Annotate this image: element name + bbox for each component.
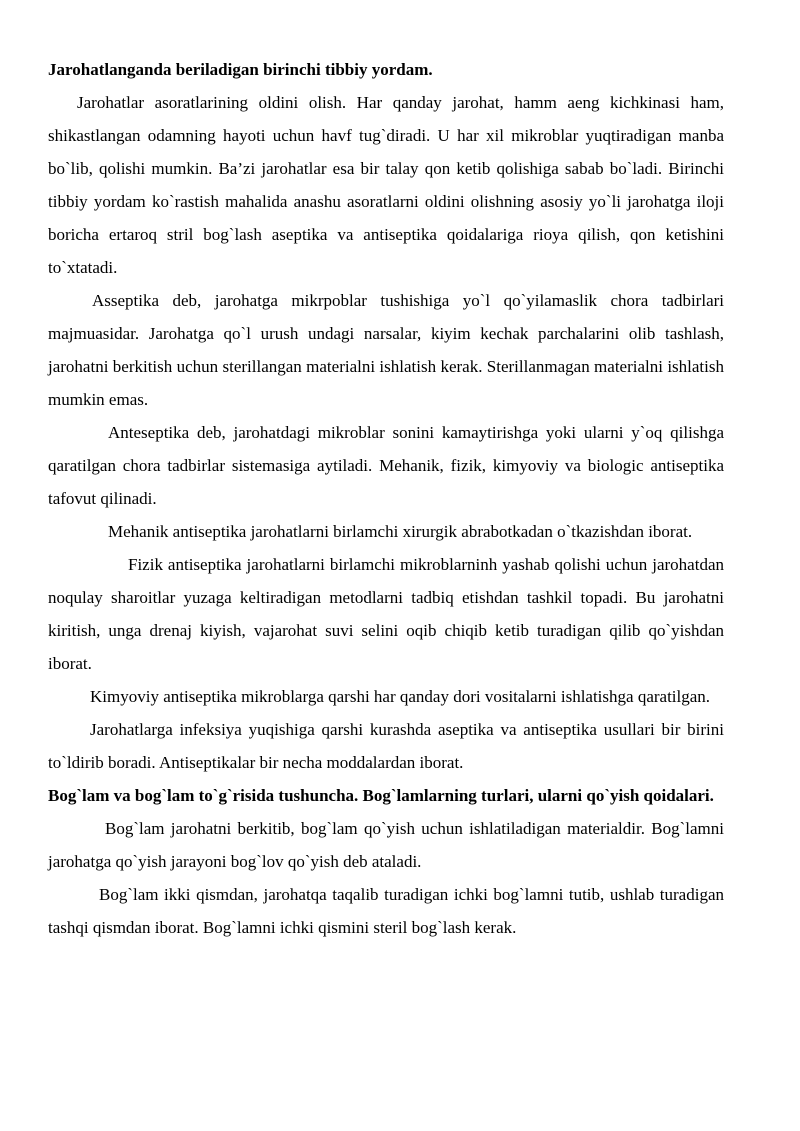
paragraph-bandage-definition: Bog`lam jarohatni berkitib, bog`lam qo`yish uchun ishlatiladigan materialdir. Bog`lamni jarohatga qo`yish jarayoni bog`lov qo`yish deb ataladi. [48,819,724,871]
paragraph-chemical-antisepsis: Kimyoviy antiseptika mikroblarga qarshi har qanday dori vositalarni ishlatishga qaratilgan. [90,687,711,706]
paragraph-wound-complications: Jarohatlar asoratlarining oldini olish. Har qanday jarohat, hamm aeng kichkinasi ham, shikastlangan odamning hayoti uchun havf tug`diradi. U har xil mikroblar yuqtiradigan manba bo`lib, qolishi mumkin. Ba’zi jarohatlar esa bir talay qon ketib qolishiga sabab bo`ladi. Birinchi tibbiy yordam ko`rastish mahalida anashu asoratlarni oldini olishning asosiy yo`li jarohatga iloji boricha ertaroq stril bog`lash aseptika va antiseptika qoidalariga rioya qilish, qon ketishini to`xtatadi. [48,93,724,277]
paragraph-physical-antisepsis: Fizik antiseptika jarohatlarni birlamchi mikroblarninh yashab qolishi uchun jarohatdan noqulay sharoitlar yuzaga keltiradigan metodlarni tadbiq etishdan tashkil topadi. Bu jarohatni kiritish, unga drenaj kiyish, vajarohat suvi selini oqib chiqib ketib turadigan qilib qo`yishdan iborat. [48,555,724,673]
paragraph-antisepsis: Anteseptika deb, jarohatdagi mikroblar sonini kamaytirishga yoki ularni y`oq qilishga qaratilgan chora tadbirlar sistemasiga aytiladi. Mehanik, fizik, kimyoviy va biologic antiseptika tafovut qilinadi. [48,423,724,508]
paragraph-bandage-parts: Bog`lam ikki qismdan, jarohatqa taqalib turadigan ichki bog`lamni tutib, ushlab turadigan tashqi qismdan iborat. Bog`lamni ichki qismini steril bog`lash kerak. [48,885,724,937]
paragraph-asepsis: Asseptika deb, jarohatga mikrpoblar tushishiga yo`l qo`yilamaslik chora tadbirlari majmuasidar. Jarohatga qo`l urush undagi narsalar, kiyim kechak parchalarini olib tashlash, jarohatni berkitish uchun sterillangan materialni ishlatish kerak. Sterillanmagan materialni ishlatish mumkin emas. [48,291,724,409]
document-page [48,53,724,944]
paragraph-mechanical-antisepsis: Mehanik antiseptika jarohatlarni birlamchi xirurgik abrabotkadan o`tkazishdan iborat. [108,522,693,541]
paragraph-infection-control: Jarohatlarga infeksiya yuqishiga qarshi kurashda aseptika va antiseptika usullari bir birini to`ldirib boradi. Antiseptikalar bir necha moddalardan iborat. [48,720,724,772]
section-heading-bandages: Bog`lam va bog`lam to`g`risida tushuncha. Bog`lamlarning turlari, ularni qo`yish qoidalari. [48,786,714,805]
section-heading-first-aid: Jarohatlanganda beriladigan birinchi tibbiy yordam. [48,60,433,79]
